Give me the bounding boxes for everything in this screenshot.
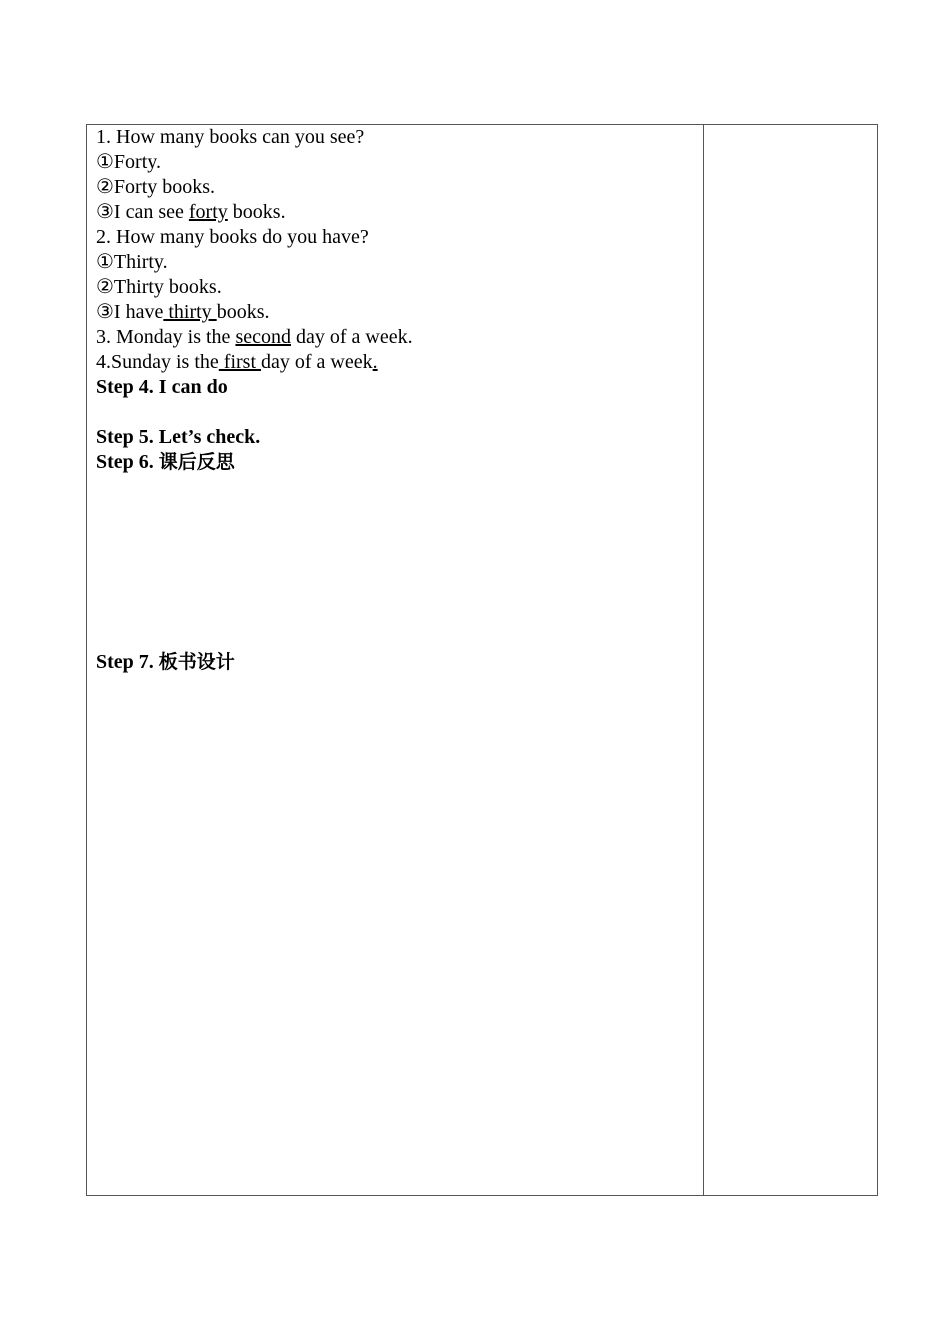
- step-7-label: Step 7.: [96, 651, 159, 673]
- question-4-post: day of a week: [261, 351, 373, 373]
- question-4-pre: 4.Sunday is the: [96, 351, 219, 373]
- answer-1c-blank: forty: [188, 201, 228, 223]
- step-6-title: 课后反思: [158, 451, 235, 473]
- step-6-heading: [96, 450, 695, 475]
- lesson-table: [86, 124, 878, 1196]
- answer-2c: [96, 300, 695, 325]
- step-4-heading: Step 4. I can do: [96, 376, 228, 398]
- answer-2a: ①Thirty.: [96, 251, 168, 273]
- question-3-blank: second: [235, 326, 291, 348]
- answer-2c-blank: thirty: [163, 301, 217, 323]
- question-1: 1. How many books can you see?: [96, 126, 365, 148]
- question-3: [96, 325, 695, 350]
- reflection-space: [96, 475, 695, 650]
- spacer: [96, 400, 695, 425]
- step-6-label: Step 6.: [96, 451, 159, 473]
- answer-1a: ①Forty.: [96, 151, 161, 173]
- answer-2c-post: books.: [216, 301, 270, 323]
- answer-1b: ②Forty books.: [96, 176, 216, 198]
- lesson-content-cell: [87, 125, 704, 1195]
- notes-cell: [704, 125, 877, 1195]
- question-3-post: day of a week.: [290, 326, 413, 348]
- question-4: [96, 350, 695, 375]
- answer-1c: [96, 200, 695, 225]
- answer-2b: ②Thirty books.: [96, 276, 222, 298]
- step-5-heading: Step 5. Let’s check.: [96, 426, 261, 448]
- question-4-end: .: [372, 351, 378, 373]
- answer-2c-pre: ③I have: [96, 301, 164, 323]
- question-4-blank: first: [218, 351, 261, 373]
- answer-1c-post: books.: [227, 201, 286, 223]
- step-7-title: 板书设计: [158, 651, 235, 673]
- answer-1c-pre: ③I can see: [96, 201, 189, 223]
- question-2: 2. How many books do you have?: [96, 226, 369, 248]
- step-7-heading: [96, 650, 695, 675]
- question-3-pre: 3. Monday is the: [96, 326, 236, 348]
